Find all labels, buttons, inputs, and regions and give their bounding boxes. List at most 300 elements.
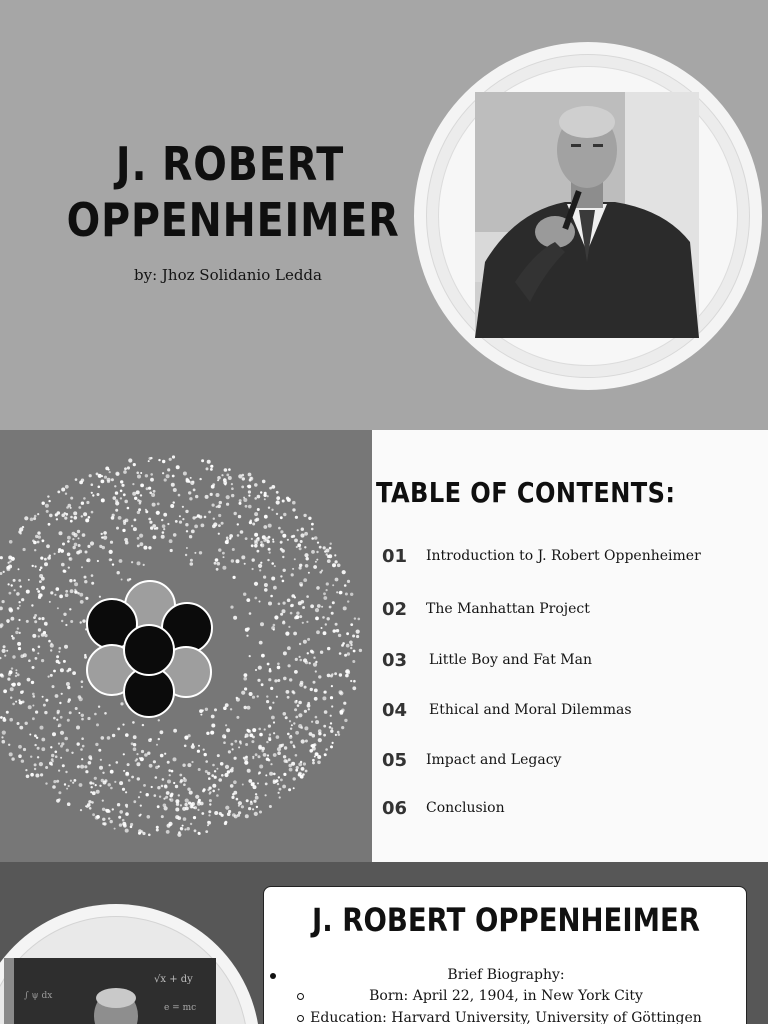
cloud-dot	[124, 467, 127, 470]
cloud-dot	[343, 606, 347, 610]
cloud-dot	[263, 525, 267, 529]
cloud-dot	[245, 537, 248, 540]
cloud-dot	[34, 620, 37, 623]
cloud-dot	[268, 602, 272, 606]
cloud-dot	[254, 483, 258, 487]
cloud-dot	[163, 513, 167, 517]
cloud-dot	[137, 475, 141, 479]
cloud-dot	[252, 523, 255, 526]
cloud-dot	[101, 480, 105, 484]
title-line-2: OPPENHEIMER	[66, 193, 400, 247]
cloud-dot	[261, 654, 265, 658]
cloud-dot	[266, 741, 268, 743]
cloud-dot	[198, 832, 201, 835]
cloud-dot	[32, 565, 34, 567]
cloud-dot	[241, 486, 244, 489]
cloud-dot	[323, 546, 326, 549]
biography-card	[263, 886, 747, 1024]
toc-item	[382, 546, 762, 570]
cloud-dot	[251, 544, 254, 547]
cloud-dot	[53, 717, 56, 720]
cloud-dot	[49, 762, 53, 766]
cloud-dot	[17, 673, 20, 676]
cloud-dot	[288, 664, 291, 667]
cloud-dot	[238, 746, 240, 748]
cloud-dot	[4, 655, 6, 657]
cloud-dot	[304, 553, 308, 557]
cloud-dot	[109, 764, 111, 766]
cloud-dot	[288, 626, 290, 628]
cloud-dot	[36, 737, 38, 739]
cloud-dot	[54, 594, 56, 596]
cloud-dot	[199, 551, 202, 554]
cloud-dot	[330, 715, 332, 717]
cloud-dot	[100, 759, 102, 761]
cloud-dot	[61, 563, 65, 567]
cloud-dot	[345, 593, 348, 596]
cloud-dot	[223, 478, 225, 480]
cloud-dot	[267, 663, 270, 666]
cloud-dot	[230, 769, 234, 773]
cloud-dot	[299, 643, 301, 645]
cloud-dot	[305, 564, 309, 568]
cloud-dot	[274, 615, 278, 619]
cloud-dot	[61, 693, 63, 695]
cloud-dot	[172, 455, 175, 458]
author-line: by: Jhoz Solidanio Ledda	[134, 266, 322, 284]
cloud-dot	[18, 754, 22, 758]
cloud-dot	[325, 748, 328, 751]
cloud-dot	[175, 520, 178, 523]
cloud-dot	[256, 518, 260, 522]
cloud-dot	[176, 465, 180, 469]
cloud-dot	[339, 591, 343, 595]
cloud-dot	[290, 604, 293, 607]
cloud-dot	[28, 579, 30, 581]
cloud-dot	[119, 810, 123, 814]
cloud-dot	[195, 516, 197, 518]
cloud-dot	[105, 809, 108, 812]
cloud-dot	[259, 641, 263, 645]
cloud-dot	[94, 713, 97, 716]
cloud-dot	[133, 747, 137, 751]
cloud-dot	[223, 706, 227, 710]
cloud-dot	[132, 483, 134, 485]
cloud-dot	[295, 658, 298, 661]
cloud-dot	[233, 576, 236, 579]
cloud-dot	[277, 663, 280, 666]
cloud-dot	[346, 670, 350, 674]
cloud-dot	[210, 468, 213, 471]
cloud-dot	[231, 796, 234, 799]
cloud-dot	[0, 572, 2, 575]
cloud-dot	[50, 649, 52, 651]
cloud-dot	[342, 570, 346, 574]
cloud-dot	[319, 546, 322, 549]
cloud-dot	[193, 816, 196, 819]
cloud-dot	[293, 632, 297, 636]
cloud-dot	[39, 580, 42, 583]
cloud-dot	[109, 471, 111, 473]
cloud-dot	[37, 541, 40, 544]
cloud-dot	[0, 556, 3, 559]
cloud-dot	[197, 750, 200, 753]
cloud-dot	[17, 627, 19, 629]
cloud-dot	[125, 733, 129, 737]
cloud-dot	[237, 534, 240, 537]
cloud-dot	[116, 527, 119, 530]
cloud-dot	[349, 641, 353, 645]
cloud-dot	[226, 503, 229, 506]
cloud-dot	[45, 699, 48, 702]
cloud-dot	[180, 804, 182, 806]
cloud-dot	[53, 780, 56, 783]
cloud-dot	[316, 630, 320, 634]
cloud-dot	[331, 685, 333, 687]
cloud-dot	[291, 724, 293, 726]
cloud-dot	[344, 654, 347, 657]
cloud-dot	[85, 770, 88, 773]
cloud-dot	[114, 485, 116, 487]
cloud-dot	[301, 600, 305, 604]
cloud-dot	[137, 777, 140, 780]
cloud-dot	[217, 562, 221, 566]
cloud-dot	[136, 753, 138, 755]
cloud-dot	[1, 736, 3, 738]
cloud-dot	[228, 476, 232, 480]
cloud-dot	[166, 474, 170, 478]
cloud-dot	[283, 602, 286, 605]
cloud-dot	[151, 786, 153, 788]
cloud-dot	[273, 753, 277, 757]
cloud-dot	[158, 738, 160, 740]
cloud-dot	[193, 489, 196, 492]
cloud-dot	[103, 822, 106, 825]
cloud-dot	[88, 516, 91, 519]
cloud-dot	[307, 652, 309, 654]
cloud-dot	[276, 696, 278, 698]
cloud-dot	[353, 650, 356, 653]
cloud-dot	[80, 765, 84, 769]
cloud-dot	[311, 528, 314, 531]
cloud-dot	[225, 540, 229, 544]
cloud-dot	[20, 585, 22, 587]
cloud-dot	[264, 588, 268, 592]
cloud-dot	[69, 608, 71, 610]
cloud-dot	[6, 711, 9, 714]
cloud-dot	[173, 757, 177, 761]
cloud-dot	[221, 774, 224, 777]
cloud-dot	[295, 754, 298, 757]
cloud-dot	[211, 774, 214, 777]
cloud-dot	[248, 779, 252, 783]
cloud-dot	[95, 743, 98, 746]
cloud-dot	[270, 687, 273, 690]
cloud-dot	[3, 689, 7, 693]
cloud-dot	[8, 744, 10, 746]
toc-item-number: 03	[382, 650, 408, 671]
cloud-dot	[38, 628, 41, 631]
cloud-dot	[226, 474, 229, 477]
cloud-dot	[127, 507, 130, 510]
cloud-dot	[123, 770, 125, 772]
cloud-dot	[298, 713, 302, 717]
cloud-dot	[82, 619, 85, 622]
cloud-dot	[79, 593, 83, 597]
cloud-dot	[312, 734, 316, 738]
cloud-dot	[299, 564, 302, 567]
cloud-dot	[259, 733, 263, 737]
cloud-dot	[238, 801, 242, 805]
cloud-dot	[180, 827, 183, 830]
cloud-dot	[297, 704, 300, 707]
cloud-dot	[273, 629, 275, 631]
cloud-dot	[344, 584, 347, 587]
cloud-dot	[101, 536, 103, 538]
cloud-dot	[254, 597, 257, 600]
cloud-dot	[335, 734, 337, 736]
cloud-dot	[70, 589, 74, 593]
cloud-dot	[35, 565, 37, 567]
cloud-dot	[19, 726, 23, 730]
cloud-dot	[162, 524, 166, 528]
cloud-dot	[12, 655, 15, 658]
cloud-dot	[209, 787, 212, 790]
toc-item	[382, 700, 762, 724]
cloud-dot	[347, 580, 350, 583]
cloud-dot	[303, 640, 307, 644]
cloud-dot	[313, 681, 316, 684]
cloud-dot	[73, 579, 76, 582]
cloud-dot	[41, 747, 45, 751]
toc-item-number: 06	[382, 798, 408, 819]
cloud-dot	[139, 814, 141, 816]
nucleus	[87, 581, 212, 717]
cloud-dot	[226, 728, 230, 732]
cloud-dot	[40, 726, 44, 730]
cloud-dot	[243, 498, 247, 502]
cloud-dot	[278, 792, 280, 794]
toc-item-number: 01	[382, 546, 408, 567]
cloud-dot	[57, 710, 60, 713]
cloud-dot	[227, 812, 231, 816]
cloud-dot	[81, 718, 84, 721]
cloud-dot	[188, 802, 191, 805]
cloud-dot	[271, 562, 274, 565]
cloud-dot	[173, 501, 175, 503]
cloud-dot	[267, 559, 269, 561]
cloud-dot	[185, 799, 189, 803]
cloud-dot	[255, 753, 258, 756]
cloud-dot	[108, 469, 110, 471]
cloud-dot	[326, 589, 328, 591]
cloud-dot	[208, 511, 211, 514]
cloud-dot	[112, 734, 115, 737]
cloud-dot	[234, 815, 238, 819]
cloud-dot	[310, 604, 314, 608]
cloud-dot	[52, 685, 55, 688]
cloud-dot	[309, 749, 313, 753]
cloud-dot	[54, 553, 56, 555]
cloud-dot	[327, 555, 330, 558]
cloud-dot	[125, 791, 127, 793]
cloud-dot	[110, 541, 113, 544]
cloud-dot	[81, 680, 84, 683]
cloud-dot	[242, 477, 245, 480]
cloud-dot	[290, 612, 293, 615]
cloud-dot	[15, 675, 17, 677]
cloud-dot	[252, 568, 254, 570]
cloud-dot	[212, 764, 215, 767]
cloud-dot	[26, 775, 30, 779]
cloud-dot	[346, 644, 350, 648]
cloud-dot	[97, 560, 99, 562]
cloud-dot	[30, 518, 34, 522]
cloud-dot	[18, 745, 22, 749]
cloud-dot	[332, 563, 336, 567]
cloud-dot	[137, 499, 140, 502]
cloud-dot	[287, 539, 289, 541]
cloud-dot	[21, 598, 24, 601]
cloud-dot	[55, 513, 58, 516]
cloud-dot	[260, 491, 262, 493]
cloud-dot	[185, 554, 187, 556]
cloud-dot	[294, 708, 297, 711]
cloud-dot	[190, 562, 194, 566]
cloud-dot	[323, 691, 326, 694]
cloud-dot	[22, 701, 25, 704]
cloud-dot	[272, 539, 274, 541]
cloud-dot	[214, 708, 217, 711]
cloud-dot	[178, 794, 180, 796]
cloud-dot	[252, 808, 254, 810]
cloud-dot	[259, 746, 262, 749]
cloud-dot	[85, 551, 88, 554]
cloud-dot	[301, 528, 304, 531]
cloud-dot	[241, 555, 245, 559]
cloud-dot	[152, 503, 156, 507]
cloud-dot	[268, 524, 272, 528]
cloud-dot	[327, 559, 331, 563]
cloud-dot	[65, 485, 69, 489]
cloud-dot	[280, 530, 283, 533]
chalkboard-portrait-photo	[4, 958, 216, 1024]
cloud-dot	[293, 745, 295, 747]
cloud-dot	[199, 478, 201, 480]
cloud-dot	[170, 549, 173, 552]
cloud-dot	[164, 478, 167, 481]
cloud-dot	[58, 724, 61, 727]
cloud-dot	[300, 533, 304, 537]
cloud-dot	[72, 671, 76, 675]
cloud-dot	[190, 481, 194, 485]
cloud-dot	[32, 634, 36, 638]
cloud-dot	[56, 780, 59, 783]
cloud-dot	[18, 530, 21, 533]
cloud-dot	[286, 690, 290, 694]
cloud-dot	[109, 550, 113, 554]
cloud-dot	[197, 809, 199, 811]
cloud-dot	[13, 579, 16, 582]
cloud-dot	[116, 761, 119, 764]
cloud-dot	[11, 757, 14, 760]
cloud-dot	[74, 516, 78, 520]
cloud-dot	[305, 770, 308, 773]
cloud-dot	[325, 549, 329, 553]
cloud-dot	[162, 531, 165, 534]
cloud-dot	[210, 493, 213, 496]
cloud-dot	[90, 541, 94, 545]
cloud-dot	[42, 539, 45, 542]
cloud-dot	[122, 529, 125, 532]
cloud-dot	[251, 538, 253, 540]
cloud-dot	[228, 750, 231, 753]
cloud-dot	[304, 532, 308, 536]
cloud-dot	[91, 574, 94, 577]
cloud-dot	[225, 765, 229, 769]
cloud-dot	[52, 732, 56, 736]
cloud-dot	[81, 758, 83, 760]
cloud-dot	[315, 608, 319, 612]
cloud-dot	[272, 702, 274, 704]
cloud-dot	[131, 561, 133, 563]
cloud-dot	[61, 620, 63, 622]
cloud-dot	[283, 755, 286, 758]
cloud-dot	[237, 523, 239, 525]
cloud-dot	[228, 468, 231, 471]
cloud-dot	[229, 534, 233, 538]
cloud-dot	[90, 791, 92, 793]
cloud-dot	[285, 632, 289, 636]
cloud-dot	[279, 744, 283, 748]
cloud-dot	[49, 555, 51, 557]
cloud-dot	[50, 674, 53, 677]
cloud-dot	[304, 726, 308, 730]
cloud-dot	[128, 779, 131, 782]
cloud-dot	[60, 745, 63, 748]
cloud-dot	[82, 533, 86, 537]
cloud-dot	[241, 691, 245, 695]
cloud-dot	[166, 791, 170, 795]
cloud-dot	[95, 784, 97, 786]
cloud-dot	[63, 570, 66, 573]
cloud-dot	[127, 763, 130, 766]
cloud-dot	[67, 540, 70, 543]
cloud-dot	[77, 742, 80, 745]
cloud-dot	[123, 470, 127, 474]
cloud-dot	[294, 558, 296, 560]
cloud-dot	[81, 566, 83, 568]
cloud-dot	[58, 743, 60, 745]
cloud-dot	[244, 687, 247, 690]
cloud-dot	[153, 535, 157, 539]
cloud-dot	[170, 794, 173, 797]
cloud-dot	[69, 711, 72, 714]
cloud-dot	[309, 662, 311, 664]
cloud-dot	[162, 460, 165, 463]
cloud-dot	[225, 703, 229, 707]
cloud-dot	[260, 541, 263, 544]
cloud-dot	[280, 541, 283, 544]
cloud-dot	[289, 768, 293, 772]
cloud-dot	[353, 680, 356, 683]
cloud-dot	[343, 702, 346, 705]
cloud-dot	[252, 736, 255, 739]
cloud-dot	[257, 695, 259, 697]
cloud-dot	[92, 782, 94, 784]
cloud-dot	[285, 716, 288, 719]
cloud-dot	[61, 514, 65, 518]
